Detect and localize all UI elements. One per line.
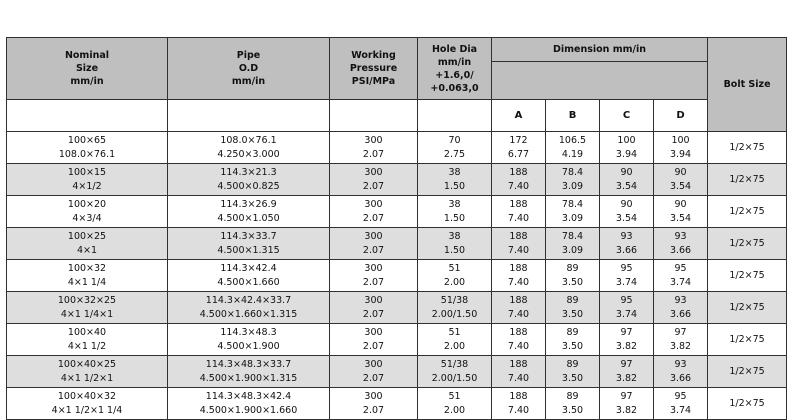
cell-nominal — [7, 196, 168, 228]
cell-pipe-line: 4.500×1.660 — [217, 276, 280, 288]
cell-d-line: 3.54 — [669, 212, 692, 224]
cell-a-line: 7.40 — [507, 372, 530, 384]
cell-a — [492, 164, 546, 196]
cell-pipe-line: 114.3×42.4 — [220, 262, 277, 274]
cell-a-line: 6.77 — [507, 148, 530, 160]
cell-b — [546, 324, 600, 356]
cell-hole-line: 51 — [448, 262, 461, 274]
cell-c-line: 3.74 — [615, 308, 638, 320]
cell-bolt: 1/2×75 — [708, 260, 787, 292]
cell-c-line: 97 — [620, 390, 633, 402]
cell-c-line: 3.74 — [615, 276, 638, 288]
header-dimension-spacer — [492, 62, 708, 100]
header-hole-dia: Hole Dia mm/in +1.6,0/ +0.063,0 — [418, 38, 492, 100]
cell-bolt: 1/2×75 — [708, 196, 787, 228]
cell-hole-line: 1.50 — [443, 212, 466, 224]
cell-pipe — [168, 260, 330, 292]
cell-hole — [418, 164, 492, 196]
cell-c — [600, 388, 654, 420]
cell-d-line: 95 — [674, 262, 687, 274]
cell-b-line: 89 — [566, 358, 579, 370]
cell-d-line: 90 — [674, 198, 687, 210]
cell-b-line: 78.4 — [561, 230, 584, 242]
cell-working-line: 300 — [364, 134, 383, 146]
cell-working-line: 2.07 — [362, 276, 385, 288]
cell-hole-line: 51 — [448, 326, 461, 338]
cell-a-line: 172 — [509, 134, 528, 146]
header-nominal-size: Nominal Size mm/in — [7, 38, 168, 100]
cell-hole — [418, 228, 492, 260]
cell-working — [330, 260, 418, 292]
cell-pipe-line: 4.500×1.315 — [217, 244, 280, 256]
cell-working — [330, 292, 418, 324]
cell-pipe-line: 4.250×3.000 — [217, 148, 280, 160]
cell-working-line: 2.07 — [362, 340, 385, 352]
cell-a-line: 7.40 — [507, 244, 530, 256]
cell-hole-line: 1.50 — [443, 244, 466, 256]
cell-nominal — [7, 228, 168, 260]
cell-working — [330, 228, 418, 260]
cell-c-line: 3.94 — [615, 148, 638, 160]
cell-hole-line: 38 — [448, 198, 461, 210]
table-row — [7, 228, 787, 260]
cell-b — [546, 260, 600, 292]
cell-d-line: 90 — [674, 166, 687, 178]
cell-c-line: 3.82 — [615, 340, 638, 352]
cell-hole — [418, 356, 492, 388]
cell-d — [654, 164, 708, 196]
cell-a — [492, 196, 546, 228]
cell-working-line: 300 — [364, 198, 383, 210]
cell-d-line: 3.74 — [669, 276, 692, 288]
header-pipe-od: Pipe O.D mm/in — [168, 38, 330, 100]
cell-d — [654, 132, 708, 164]
cell-c-line: 97 — [620, 358, 633, 370]
cell-d-line: 93 — [674, 358, 687, 370]
cell-nominal-line: 100×40 — [67, 326, 107, 338]
cell-working — [330, 324, 418, 356]
cell-working — [330, 132, 418, 164]
cell-a — [492, 260, 546, 292]
cell-working — [330, 388, 418, 420]
cell-b — [546, 132, 600, 164]
cell-hole-line: 70 — [448, 134, 461, 146]
cell-c-line: 3.82 — [615, 404, 638, 416]
table-row — [7, 132, 787, 164]
cell-b-line: 89 — [566, 262, 579, 274]
cell-nominal-line: 4×1 1/2×1 — [60, 372, 114, 384]
cell-c — [600, 260, 654, 292]
cell-nominal — [7, 356, 168, 388]
cell-working-line: 300 — [364, 358, 383, 370]
cell-d-line: 93 — [674, 294, 687, 306]
cell-d-line: 3.82 — [669, 340, 692, 352]
cell-b-line: 3.09 — [561, 244, 584, 256]
cell-b — [546, 292, 600, 324]
cell-nominal-line: 100×65 — [67, 134, 107, 146]
table-row — [7, 164, 787, 196]
cell-a-line: 7.40 — [507, 404, 530, 416]
cell-b-line: 3.50 — [561, 340, 584, 352]
header-dimension: Dimension mm/in — [492, 38, 708, 62]
cell-d — [654, 356, 708, 388]
header-bolt-size: Bolt Size — [708, 38, 787, 132]
cell-hole-line: 2.75 — [443, 148, 466, 160]
cell-d-line: 3.74 — [669, 404, 692, 416]
cell-pipe-line: 114.3×42.4×33.7 — [205, 294, 292, 306]
cell-working-line: 2.07 — [362, 372, 385, 384]
cell-nominal-line: 100×20 — [67, 198, 107, 210]
cell-pipe — [168, 292, 330, 324]
cell-d-line: 3.94 — [669, 148, 692, 160]
cell-pipe-line: 4.500×1.660×1.315 — [199, 308, 298, 320]
cell-c-line: 95 — [620, 294, 633, 306]
cell-a-line: 7.40 — [507, 180, 530, 192]
cell-a-line: 7.40 — [507, 308, 530, 320]
cell-a-line: 188 — [509, 262, 528, 274]
cell-a-line: 188 — [509, 326, 528, 338]
cell-hole-line: 51 — [448, 390, 461, 402]
letters-blank-cell — [7, 100, 168, 132]
cell-working-line: 300 — [364, 326, 383, 338]
cell-a — [492, 228, 546, 260]
cell-pipe-line: 114.3×48.3×42.4 — [205, 390, 292, 402]
cell-pipe-line: 4.500×1.900 — [217, 340, 280, 352]
cell-working-line: 2.07 — [362, 148, 385, 160]
cell-a — [492, 324, 546, 356]
cell-hole — [418, 196, 492, 228]
cell-d-line: 3.66 — [669, 308, 692, 320]
cell-hole-line: 51/38 — [440, 358, 469, 370]
cell-nominal — [7, 292, 168, 324]
cell-c-line: 3.66 — [615, 244, 638, 256]
letters-blank-cell — [418, 100, 492, 132]
cell-b — [546, 388, 600, 420]
cell-d-line: 3.66 — [669, 244, 692, 256]
cell-a — [492, 388, 546, 420]
cell-working — [330, 164, 418, 196]
cell-nominal — [7, 324, 168, 356]
cell-nominal-line: 100×40×32 — [57, 390, 117, 402]
cell-bolt: 1/2×75 — [708, 228, 787, 260]
cell-c-line: 90 — [620, 198, 633, 210]
cell-d-line: 93 — [674, 230, 687, 242]
cell-nominal-line: 4×3/4 — [72, 212, 102, 224]
cell-a-line: 188 — [509, 230, 528, 242]
cell-hole — [418, 388, 492, 420]
cell-nominal — [7, 260, 168, 292]
cell-nominal-line: 4×1 — [76, 244, 98, 256]
cell-bolt: 1/2×75 — [708, 292, 787, 324]
cell-pipe-line: 4.500×1.900×1.315 — [199, 372, 298, 384]
cell-d — [654, 292, 708, 324]
cell-c-line: 3.54 — [615, 212, 638, 224]
cell-nominal-line: 100×32 — [67, 262, 107, 274]
cell-nominal-line: 4×1/2 — [72, 180, 102, 192]
cell-pipe — [168, 196, 330, 228]
cell-a-line: 7.40 — [507, 212, 530, 224]
cell-a-line: 188 — [509, 294, 528, 306]
cell-c-line: 3.54 — [615, 180, 638, 192]
table-row — [7, 356, 787, 388]
cell-nominal — [7, 164, 168, 196]
cell-b-line: 78.4 — [561, 198, 584, 210]
cell-pipe — [168, 132, 330, 164]
cell-b-line: 89 — [566, 326, 579, 338]
cell-working — [330, 356, 418, 388]
cell-pipe-line: 4.500×1.900×1.660 — [199, 404, 298, 416]
cell-pipe-line: 114.3×21.3 — [220, 166, 277, 178]
cell-bolt: 1/2×75 — [708, 132, 787, 164]
cell-nominal-line: 108.0×76.1 — [58, 148, 116, 160]
header-dim-c: C — [600, 100, 654, 132]
cell-bolt: 1/2×75 — [708, 164, 787, 196]
cell-b-line: 106.5 — [558, 134, 587, 146]
cell-hole — [418, 132, 492, 164]
cell-pipe-line: 108.0×76.1 — [220, 134, 277, 146]
cell-working-line: 2.07 — [362, 244, 385, 256]
spec-table-container — [6, 37, 786, 420]
cell-nominal-line: 4×1 1/2×1 1/4 — [51, 404, 123, 416]
cell-hole-line: 51/38 — [440, 294, 469, 306]
cell-b-line: 89 — [566, 390, 579, 402]
cell-d-line: 97 — [674, 326, 687, 338]
cell-hole-line: 1.50 — [443, 180, 466, 192]
cell-a-line: 7.40 — [507, 276, 530, 288]
cell-nominal-line: 100×15 — [67, 166, 107, 178]
cell-nominal — [7, 388, 168, 420]
cell-working-line: 300 — [364, 390, 383, 402]
cell-c — [600, 132, 654, 164]
cell-a-line: 188 — [509, 390, 528, 402]
cell-d — [654, 196, 708, 228]
cell-hole-line: 2.00/1.50 — [431, 372, 478, 384]
cell-working-line: 300 — [364, 294, 383, 306]
cell-b-line: 3.09 — [561, 180, 584, 192]
cell-a — [492, 132, 546, 164]
cell-pipe-line: 4.500×1.050 — [217, 212, 280, 224]
cell-b-line: 3.50 — [561, 276, 584, 288]
cell-hole-line: 2.00/1.50 — [431, 308, 478, 320]
cell-c-line: 90 — [620, 166, 633, 178]
cell-b — [546, 228, 600, 260]
cell-pipe-line: 114.3×26.9 — [220, 198, 277, 210]
cell-b-line: 89 — [566, 294, 579, 306]
cell-pipe-line: 114.3×33.7 — [220, 230, 277, 242]
cell-a-line: 188 — [509, 166, 528, 178]
cell-pipe — [168, 324, 330, 356]
cell-working — [330, 196, 418, 228]
cell-d — [654, 388, 708, 420]
cell-b-line: 78.4 — [561, 166, 584, 178]
header-dim-b: B — [546, 100, 600, 132]
cell-pipe — [168, 356, 330, 388]
cell-d-line: 3.54 — [669, 180, 692, 192]
cell-hole-line: 2.00 — [443, 404, 466, 416]
cell-b-line: 3.09 — [561, 212, 584, 224]
cell-working-line: 300 — [364, 166, 383, 178]
cell-working-line: 300 — [364, 262, 383, 274]
cell-hole-line: 38 — [448, 166, 461, 178]
cell-c — [600, 324, 654, 356]
cell-bolt: 1/2×75 — [708, 388, 787, 420]
cell-c — [600, 356, 654, 388]
cell-nominal-line: 100×32×25 — [57, 294, 117, 306]
header-dim-d: D — [654, 100, 708, 132]
letters-blank-cell — [168, 100, 330, 132]
table-row — [7, 388, 787, 420]
cell-bolt: 1/2×75 — [708, 356, 787, 388]
cell-pipe — [168, 228, 330, 260]
cell-hole-line: 2.00 — [443, 276, 466, 288]
cell-a-line: 7.40 — [507, 340, 530, 352]
cell-working-line: 2.07 — [362, 212, 385, 224]
cell-d — [654, 324, 708, 356]
cell-pipe-line: 114.3×48.3×33.7 — [205, 358, 292, 370]
cell-pipe — [168, 388, 330, 420]
header-dim-a: A — [492, 100, 546, 132]
cell-c — [600, 292, 654, 324]
cell-b-line: 3.50 — [561, 308, 584, 320]
cell-nominal-line: 100×40×25 — [57, 358, 117, 370]
cell-working-line: 300 — [364, 230, 383, 242]
table-body — [7, 132, 787, 420]
cell-c-line: 3.82 — [615, 372, 638, 384]
letters-blank-cell — [330, 100, 418, 132]
cell-c — [600, 164, 654, 196]
cell-nominal-line: 4×1 1/4 — [67, 276, 107, 288]
cell-c-line: 100 — [617, 134, 636, 146]
cell-a-line: 188 — [509, 358, 528, 370]
cell-d — [654, 228, 708, 260]
cell-d-line: 95 — [674, 390, 687, 402]
cell-hole — [418, 260, 492, 292]
cell-c-line: 95 — [620, 262, 633, 274]
header-working-pressure: Working Pressure PSI/MPa — [330, 38, 418, 100]
cell-c — [600, 196, 654, 228]
cell-working-line: 2.07 — [362, 404, 385, 416]
cell-hole-line: 38 — [448, 230, 461, 242]
cell-c — [600, 228, 654, 260]
cell-pipe-line: 4.500×0.825 — [217, 180, 280, 192]
cell-d-line: 3.66 — [669, 372, 692, 384]
cell-b-line: 3.50 — [561, 404, 584, 416]
table-row — [7, 196, 787, 228]
cell-working-line: 2.07 — [362, 308, 385, 320]
cell-a — [492, 292, 546, 324]
cell-a-line: 188 — [509, 198, 528, 210]
cell-b — [546, 164, 600, 196]
cell-nominal-line: 100×25 — [67, 230, 107, 242]
cell-d — [654, 260, 708, 292]
cell-working-line: 2.07 — [362, 180, 385, 192]
dimension-spec-table — [6, 37, 787, 420]
cell-a — [492, 356, 546, 388]
cell-b — [546, 356, 600, 388]
table-row — [7, 324, 787, 356]
cell-b-line: 3.50 — [561, 372, 584, 384]
cell-hole — [418, 324, 492, 356]
cell-nominal-line: 4×1 1/2 — [67, 340, 107, 352]
cell-c-line: 93 — [620, 230, 633, 242]
cell-nominal — [7, 132, 168, 164]
cell-bolt: 1/2×75 — [708, 324, 787, 356]
cell-c-line: 97 — [620, 326, 633, 338]
table-row — [7, 260, 787, 292]
cell-d-line: 100 — [671, 134, 690, 146]
table-row — [7, 292, 787, 324]
cell-b — [546, 196, 600, 228]
cell-b-line: 4.19 — [561, 148, 584, 160]
cell-hole-line: 2.00 — [443, 340, 466, 352]
cell-pipe — [168, 164, 330, 196]
cell-hole — [418, 292, 492, 324]
cell-pipe-line: 114.3×48.3 — [220, 326, 277, 338]
cell-nominal-line: 4×1 1/4×1 — [60, 308, 114, 320]
